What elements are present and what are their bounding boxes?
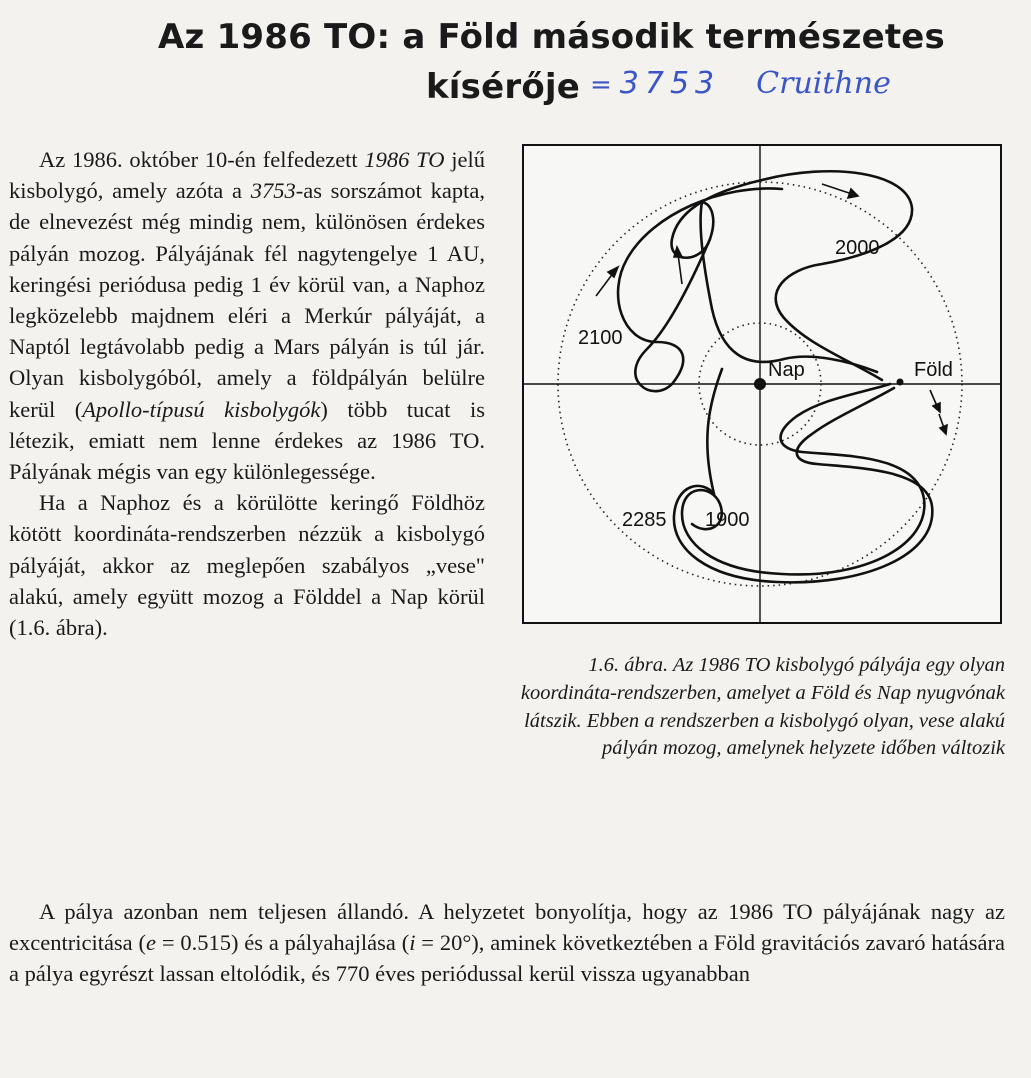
label-nap: Nap xyxy=(768,359,805,381)
p3-var-i: i xyxy=(409,930,416,956)
p1-apollo: Apollo-típusú kisbolygók xyxy=(82,396,321,422)
sun-marker xyxy=(754,378,766,390)
paragraph-2: Ha a Naphoz és a körülötte keringő Földhöz kötött koordináta-rendszerben nézzük a kisbolygó pályáját, akkor az meglepően szabályos „vese" alakú, amely együtt mozog a Földdel a Nap körül (1.6. ábra). xyxy=(9,490,485,641)
p1-part: ) több tucat is létezik, emiatt nem lenne érdekes az 1986 TO. Pályának mégis van egy különlegessége. xyxy=(9,396,485,485)
bottom-text xyxy=(9,896,1005,990)
p1-number: 3753 xyxy=(250,178,296,204)
orbit-diagram xyxy=(522,144,1002,624)
label-1900: 1900 xyxy=(705,509,750,531)
handwritten-equals: = xyxy=(590,70,612,100)
p1-part: -as sorszámot kapta, de elnevezést még mindig nem, különösen érdekes pályán mozog. Pályájának fél nagytengelye 1 AU, keringési periódusa pedig 1 év körül van, a Naphoz legközelebb majdnem eléri a Merkúr pályáját, a Naptól legtávolabb pedig a Mars pályán is túl jár. Olyan kisbolygóból, amely a földpályán belülre kerül ( xyxy=(9,178,485,422)
paragraph-1 xyxy=(9,144,485,487)
title-line-1: Az 1986 TO: a Föld második természetes xyxy=(158,17,945,57)
label-fold: Föld xyxy=(914,359,953,381)
figure-caption: 1.6. ábra. Az 1986 TO kisbolygó pályája egy olyan koordináta-rendszerben, amelyet a Föld és Nap nyugvónak látszik. Ebben a rendszerben a kisbolygó olyan, vese alakú pályán mozog, amelynek helyzete időben változik xyxy=(520,654,1005,760)
label-2000: 2000 xyxy=(835,237,880,259)
title-line-2: kísérője xyxy=(425,67,580,107)
label-2100: 2100 xyxy=(578,327,623,349)
p3-part: = 0.515) és a pályahajlása ( xyxy=(156,930,410,956)
left-column-text xyxy=(9,144,485,643)
orbit-figure xyxy=(522,144,1002,624)
earth-marker xyxy=(897,379,904,386)
p3-part: = 20°), aminek következtében a Föld gravitációs zavaró hatására a pálya egyrészt lassan eltolódik, és 770 éves periódussal kerül vissza ugyanabban xyxy=(9,930,1005,987)
p1-part: Az 1986. október 10-én felfedezett xyxy=(39,147,365,172)
handwritten-name: Cruithne xyxy=(756,66,891,101)
label-2285: 2285 xyxy=(622,509,667,531)
handwritten-annotation xyxy=(590,66,990,116)
p3-var-e: e xyxy=(146,930,156,956)
handwritten-number: 3753 xyxy=(619,66,721,101)
p1-designation: 1986 TO xyxy=(364,147,445,172)
p3-part: A pálya azonban nem teljesen állandó. A helyzetet bonyolítja, hogy az 1986 TO pályájának nagy az excentricitása ( xyxy=(9,899,1005,956)
paragraph-3 xyxy=(9,896,1005,990)
p1-part: jelű kisbolygó, amely azóta a xyxy=(9,147,485,204)
